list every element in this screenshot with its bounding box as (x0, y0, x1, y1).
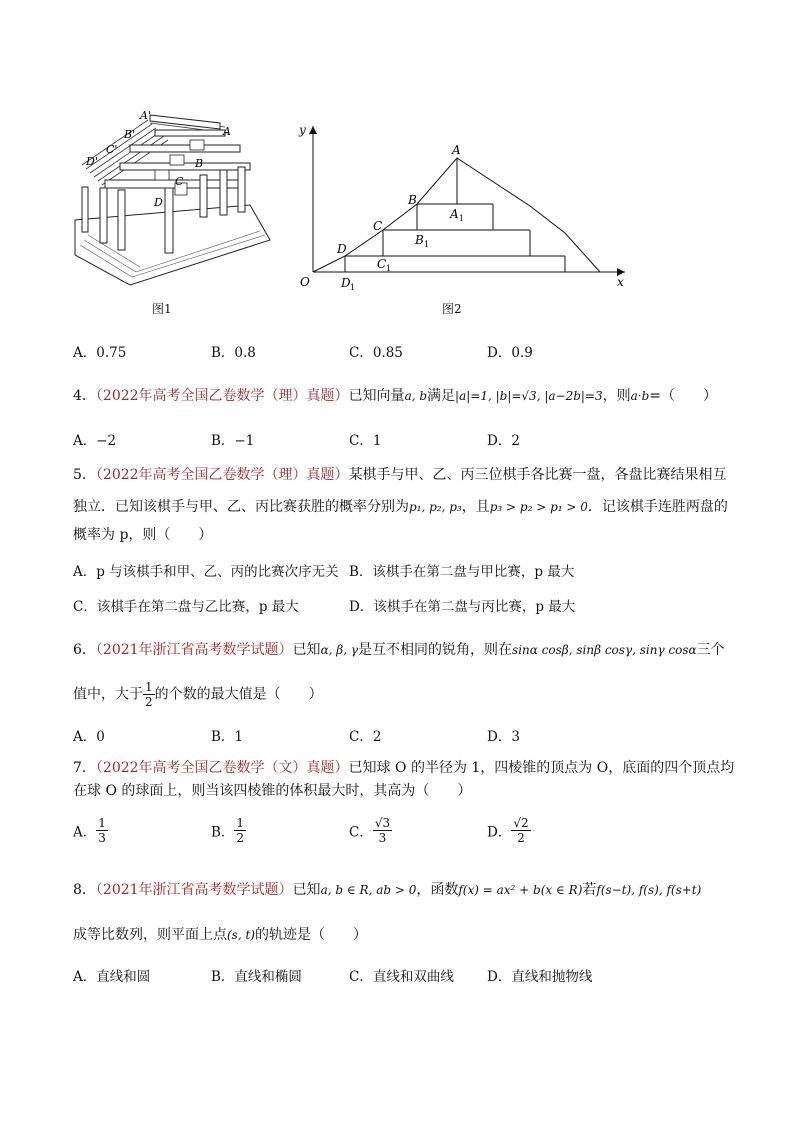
fig2-label-o: O (300, 275, 310, 289)
q8-text-3: 若 (582, 882, 597, 898)
q5-line-2 (73, 497, 728, 517)
q8-condition: a, b ∈ R, ab > 0 (320, 883, 417, 897)
q4-source: （2022年高考全国乙卷数学（理）真题） (95, 388, 349, 404)
q7-option-b (211, 816, 246, 845)
q6-option-b: B．1 (211, 729, 244, 745)
q5-number: 5． (73, 467, 96, 483)
q7-option-a-label: A． (73, 824, 97, 841)
figure-2-coordinate-diagram (295, 118, 635, 293)
fig2-label-d1-sub: 1 (350, 283, 356, 292)
q8-option-d: D．直线和抛物线 (487, 969, 593, 985)
q5-probabilities: p₁, p₂, p₃ (409, 500, 462, 514)
q4-option-c: C．1 (349, 433, 382, 449)
q7-line-2: 在球 O 的球面上，则当该四棱锥的体积最大时，其高为（ ） (73, 783, 472, 799)
q8-option-a: A．直线和圆 (73, 969, 151, 985)
q7-option-c-label: C． (349, 824, 373, 841)
q6-option-a: A．0 (73, 729, 105, 745)
q8-sequence: f(s−t), f(s), f(s+t) (596, 883, 702, 897)
q6-text-3: 三个 (696, 642, 725, 658)
q4-expression: a·b (630, 389, 650, 403)
q3-option-d: D．0.9 (487, 345, 533, 361)
q4-text-2: 满足 (427, 388, 456, 404)
q4-vectors: a, b (404, 389, 428, 403)
q8-text-2: ，函数 (416, 882, 459, 898)
fig1-label-c: C (175, 175, 184, 188)
q7-option-c (349, 816, 392, 845)
q6-number: 6． (73, 642, 96, 658)
q7-option-a-fraction (96, 816, 108, 845)
q8-point: (s, t) (227, 928, 255, 942)
q6-fraction-half (143, 680, 155, 709)
q8-function: f(x) = ax² + b(x ∈ R) (458, 883, 583, 897)
fig2-label-a1-sub: 1 (459, 214, 465, 223)
q6-expression: sinα cosβ, sinβ cosγ, sinγ cosα (512, 643, 697, 657)
q7-option-b-denominator: 2 (236, 831, 245, 845)
q6-option-d: D．3 (487, 729, 520, 745)
fig2-label-c1-sub: 1 (386, 264, 392, 273)
q6-line-1 (73, 640, 725, 660)
q7-option-d-numerator: √2 (513, 816, 529, 830)
figure-2-caption: 图2 (442, 302, 462, 316)
q3-option-b: B．0.8 (211, 345, 256, 361)
q5-option-a: A．p 与该棋手和甲、乙、丙的比赛次序无关 (73, 564, 339, 580)
q5-text-line-1: 某棋手与甲、乙、丙三位棋手各比赛一盘，各盘比赛结果相互 (348, 467, 727, 483)
fig2-label-a: A (452, 143, 461, 157)
q5-option-b: B．该棋手在第二盘与甲比赛，p 最大 (349, 564, 575, 580)
fig2-label-a1: A (450, 207, 459, 221)
q8-number: 8． (73, 882, 96, 898)
q6-angles: α, β, γ (320, 643, 359, 657)
fig2-label-b1-sub: 1 (424, 240, 430, 249)
q4-option-d: D．2 (487, 433, 520, 449)
q8-line-1 (73, 880, 701, 900)
q7-option-d-label: D． (487, 824, 512, 841)
fig1-label-b: B (195, 157, 204, 170)
q6-fraction-numerator: 1 (145, 680, 153, 694)
q4-number: 4． (73, 388, 96, 404)
q8-option-c: C．直线和双曲线 (349, 969, 454, 985)
q8-text-1: 已知 (292, 882, 321, 898)
fig1-label-d: D (154, 196, 163, 209)
q6-text-line-2a: 值中，大于 (73, 686, 143, 703)
q8-text-line-2a: 成等比数列，则平面上点 (73, 927, 227, 943)
fig1-label-b-prime: B' (124, 128, 136, 141)
q7-option-c-numerator: √3 (374, 816, 391, 830)
q6-fraction-denominator: 2 (145, 695, 153, 709)
q4-text-4: =（ ） (649, 388, 718, 404)
fig2-label-d: D (337, 242, 347, 256)
q7-option-b-label: B． (211, 824, 235, 841)
q6-text-line-2b: 的个数的最大值是（ ） (154, 686, 323, 703)
q4-stem (73, 386, 717, 406)
q4-option-a: A．−2 (73, 433, 117, 449)
q5-source: （2022年高考全国乙卷数学（理）真题） (95, 467, 349, 483)
q7-option-a-denominator: 3 (98, 831, 106, 845)
fig2-label-b1: B (415, 233, 424, 247)
fig1-label-c-prime: C' (106, 143, 118, 156)
figure-1-caption: 图1 (152, 302, 172, 316)
q3-option-c: C．0.85 (349, 345, 403, 361)
fig1-label-d-prime: D' (86, 155, 98, 168)
q5-line-3: 概率为 p，则（ ） (73, 527, 213, 543)
figure-1-roof-structure (70, 105, 275, 290)
q5-option-d: D．该棋手在第二盘与丙比赛，p 最大 (349, 599, 576, 615)
q5-text-line-2a: 独立．已知该棋手与甲、乙、丙比赛获胜的概率分别为 (73, 499, 409, 515)
q7-option-b-fraction (234, 816, 246, 845)
q6-text-2: 是互不相同的锐角，则在 (358, 642, 513, 658)
q4-condition: |a|=1, |b|=√3, |a−2b|=3 (455, 389, 603, 403)
q7-option-b-numerator: 1 (236, 816, 245, 830)
q7-option-c-denominator: 3 (378, 831, 387, 845)
q4-option-b: B．−1 (211, 433, 255, 449)
q7-option-a (73, 816, 108, 845)
q7-line-1 (73, 758, 734, 778)
q6-option-c: C．2 (349, 729, 382, 745)
fig1-label-a-prime: A' (140, 109, 151, 122)
q8-line-2 (73, 925, 367, 945)
q6-line-2 (73, 680, 323, 709)
q7-source: （2022年高考全国乙卷数学（文）真题） (95, 760, 349, 776)
fig2-label-d1: D (341, 276, 351, 290)
fig2-label-b: B (408, 193, 417, 207)
q7-number: 7． (73, 760, 96, 776)
fig2-label-c: C (373, 219, 383, 233)
q5-line-1 (73, 465, 727, 485)
q8-source: （2021年浙江省高考数学试题） (95, 882, 293, 898)
q5-text-line-2b: ，且 (461, 499, 490, 515)
q4-text-3: ，则 (602, 388, 631, 404)
q7-text-line-1: 已知球 O 的半径为 1，四棱锥的顶点为 O，底面的四个顶点均 (348, 760, 735, 776)
q7-option-d (487, 816, 531, 845)
fig2-label-x: x (617, 275, 624, 289)
fig1-label-a: A (223, 125, 231, 138)
q7-option-c-fraction (373, 816, 392, 845)
q3-option-a: A．0.75 (73, 345, 127, 361)
q6-text-1: 已知 (292, 642, 321, 658)
q5-inequality: p₃ > p₂ > p₁ > 0 (489, 500, 588, 514)
q8-text-line-2b: 的轨迹是（ ） (254, 927, 367, 943)
q7-option-a-numerator: 1 (98, 816, 106, 830)
q7-option-d-fraction (511, 816, 530, 845)
fig2-label-y: y (299, 123, 306, 137)
q5-option-c: C．该棋手在第二盘与乙比赛，p 最大 (73, 599, 299, 615)
q4-text-1: 已知向量 (348, 388, 405, 404)
q8-option-b: B．直线和椭圆 (211, 969, 302, 985)
q5-text-line-2c: ．记该棋手连胜两盘的 (587, 499, 728, 515)
q6-source: （2021年浙江省高考数学试题） (95, 642, 293, 658)
q7-option-d-denominator: 2 (517, 831, 525, 845)
fig2-label-c1: C (377, 257, 387, 271)
